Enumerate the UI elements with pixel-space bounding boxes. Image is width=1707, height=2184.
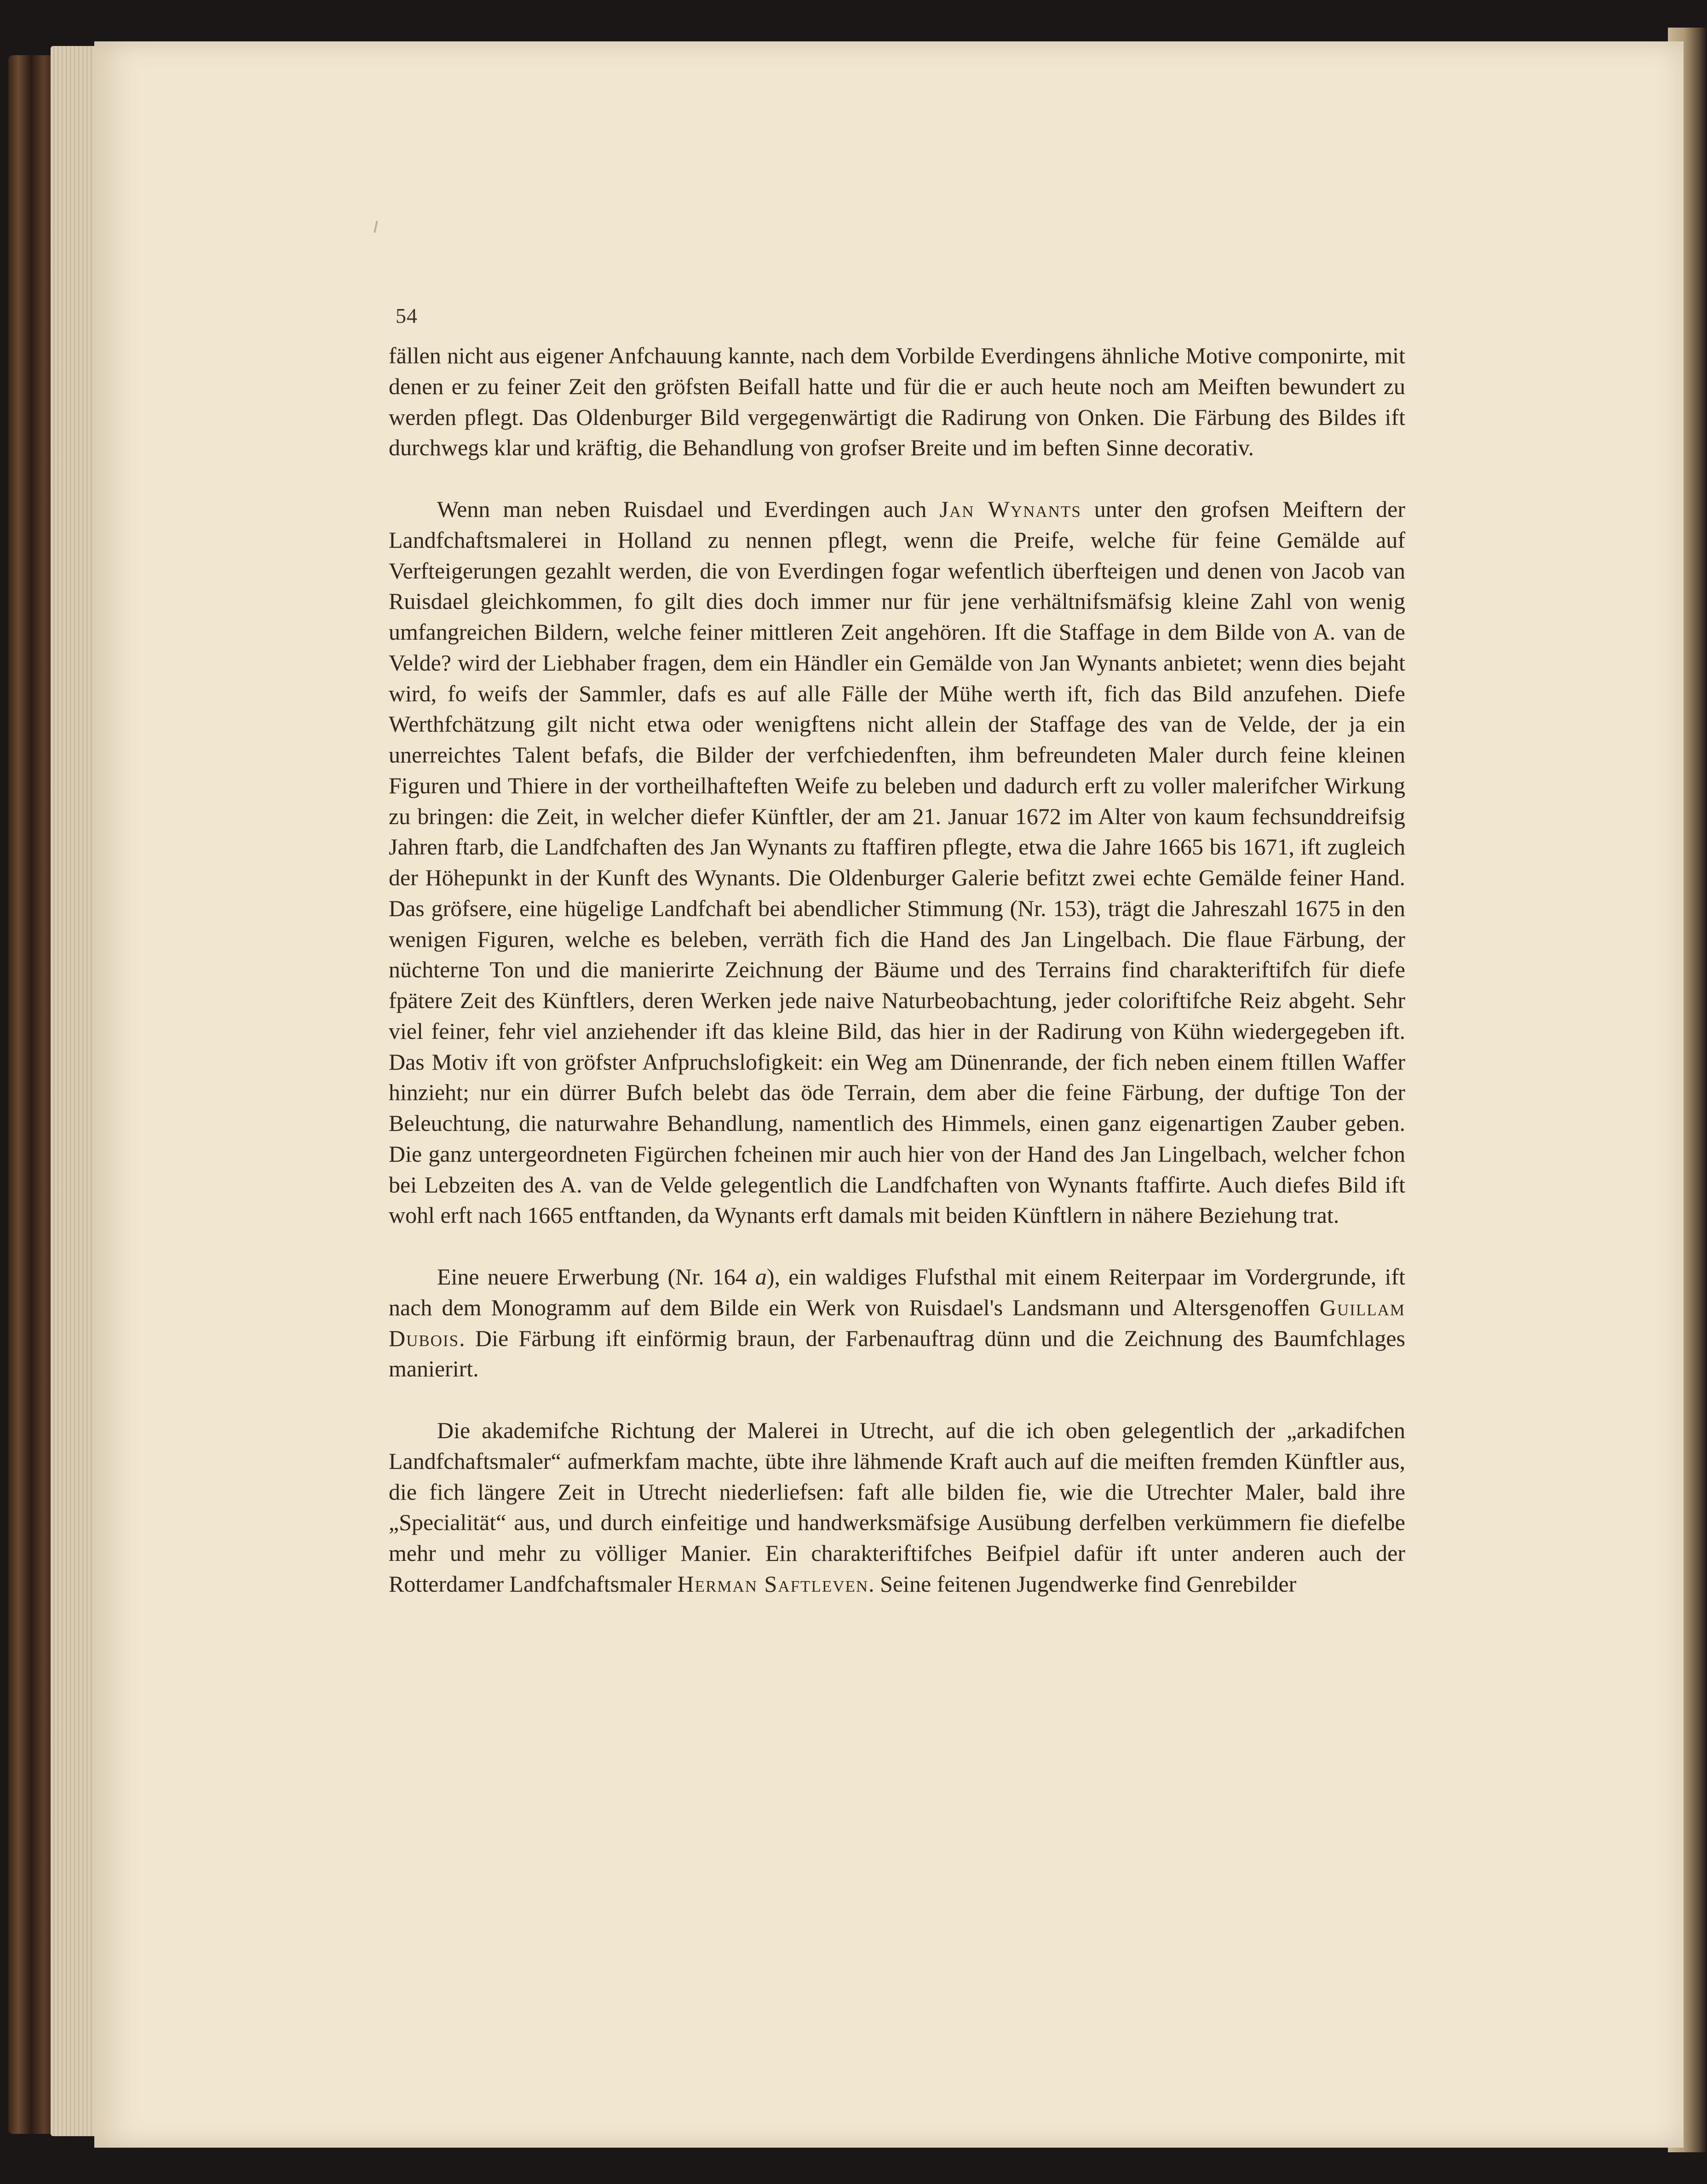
paragraph-3-middle: ), ein waldiges Flufsthal mit einem Reiterpaar im Vordergrunde, ift nach dem Monogramm auf dem Bilde ein Werk von Ruisdael's Landsmann und Altersgenoffen xyxy=(389,1264,1405,1320)
paragraph-4 xyxy=(389,1415,1405,1599)
paragraph-3-before: Eine neuere Erwerbung (Nr. 164 xyxy=(437,1264,755,1290)
page-number: 54 xyxy=(396,304,418,327)
paragraph-3-after: . Die Färbung ift einförmig braun, der Farbenauftrag dünn und die Zeichnung des Baumfchlages manierirt. xyxy=(389,1325,1405,1382)
body-text xyxy=(389,340,1405,1630)
paragraph-2-after: unter den grofsen Meiftern der Landfchaftsmalerei in Holland zu nennen pflegt, wenn die Preife, welche für feine Gemälde auf Verfteigerungen gezahlt werden, die von Everdingen fogar wefentlich überfteigen und denen von Jacob van Ruisdael gleichkommen, fo gilt dies doch immer nur für jene verhältnifsmäfsig kleine Zahl von wenig umfangreichen Bildern, welche feiner mittleren Zeit angehören. Ift die Staffage in dem Bilde von A. van de Velde? wird der Liebhaber fragen, dem ein Händler ein Gemälde von Jan Wynants anbietet; wenn dies bejaht wird, fo weifs der Sammler, dafs es auf alle Fälle der Mühe werth ift, fich das Bild anzufehen. Diefe Werthfchätzung gilt nicht etwa oder wenigftens nicht allein der Staffage des van de Velde, der ja ein unerreichtes Talent befafs, die Bilder der verfchiedenften, ihm befreundeten Maler durch feine kleinen Figuren und Thiere in der vortheilhafteften Weife zu beleben und dadurch erft zu voller malerifcher Wirkung zu bringen: die Zeit, in welcher diefer Künftler, der am 21. Januar 1672 im Alter von kaum fechsunddreifsig Jahren ftarb, die Landfchaften des Jan Wynants zu ftaffiren pflegte, etwa die Jahre 1665 bis 1671, ift zugleich der Höhepunkt in der Kunft des Wynants. Die Oldenburger Galerie befitzt zwei echte Gemälde feiner Hand. Das gröfsere, eine hügelige Landfchaft bei abendlicher Stimmung (Nr. 153), trägt die Jahreszahl 1675 in den wenigen Figuren, welche es beleben, verräth fich die Hand des Jan Lingelbach. Die flaue Färbung, der nüchterne Ton und die manierirte Zeichnung der Bäume und des Terrains find charakteriftifch für diefe fpätere Zeit des Künftlers, deren Werken jede naive Naturbeobachtung, jeder coloriftifche Reiz abgeht. Sehr viel feiner, fehr viel anziehender ift das kleine Bild, das hier in der Radirung von Kühn wiedergegeben ift. Das Motiv ift von gröfster Anfpruchslofigkeit: ein Weg am Dünenrande, der fich neben einem ftillen Waffer hinzieht; nur ein dürrer Bufch belebt das öde Terrain, dem aber die feine Färbung, der duftige Ton der Beleuchtung, die naturwahre Behandlung, namentlich des Himmels, einen ganz eigenartigen Zauber geben. Die ganz untergeordneten Figürchen fcheinen mir auch hier von der Hand des Jan Lingelbach, welcher fchon bei Lebzeiten des A. van de Velde gelegentlich die Landfchaften von Wynants ftaffirte. Auch diefes Bild ift wohl erft nach 1665 entftanden, da Wynants erft damals mit beiden Künftlern in nähere Beziehung trat. xyxy=(389,496,1405,1228)
paragraph-1 xyxy=(389,340,1405,463)
paragraph-2-before: Wenn man neben Ruisdael und Everdingen auch xyxy=(437,496,940,522)
artist-name-guillam-dubois: Guillam Dubois xyxy=(389,1294,1405,1351)
artist-name-jan-wynants: Jan Wynants xyxy=(939,496,1081,522)
paragraph-2 xyxy=(389,494,1405,1231)
paragraph-1-text: fällen nicht aus eigener Anfchauung kannte, nach dem Vorbilde Everdingens ähnliche Motive componirte, mit denen er zu feiner Zeit den gröfsten Beifall hatte und für die er auch heute noch am Meiften bewundert zu werden pflegt. Das Oldenburger Bild vergegenwärtigt die Radirung von Onken. Die Färbung des Bildes ift durchwegs klar und kräftig, die Behandlung von grofser Breite und im beften Sinne decorativ. xyxy=(389,343,1405,461)
catalog-suffix: a xyxy=(755,1264,767,1290)
paragraph-4-after: . Seine feitenen Jugendwerke find Genrebilder xyxy=(868,1571,1297,1597)
artist-name-herman-saftleven: Herman Saftleven xyxy=(677,1571,869,1597)
paragraph-3 xyxy=(389,1261,1405,1384)
paragraph-4-before: Die akademifche Richtung der Malerei in Utrecht, auf die ich oben gelegentlich der „arkadifchen Landfchaftsmaler“ aufmerkfam machte, übte ihre lähmende Kraft auch auf die meiften fremden Künftler aus, die fich längere Zeit in Utrecht niederliefsen: faft alle bilden fie, wie die Utrechter Maler, bald ihre „Specialität“ aus, und durch einfeitige und handwerksmäfsige Ausübung derfelben verkümmern fie diefelbe mehr und mehr zu völliger Manier. Ein charakteriftifches Beifpiel dafür ift unter anderen auch der Rotterdamer Landfchaftsmaler xyxy=(389,1417,1405,1597)
